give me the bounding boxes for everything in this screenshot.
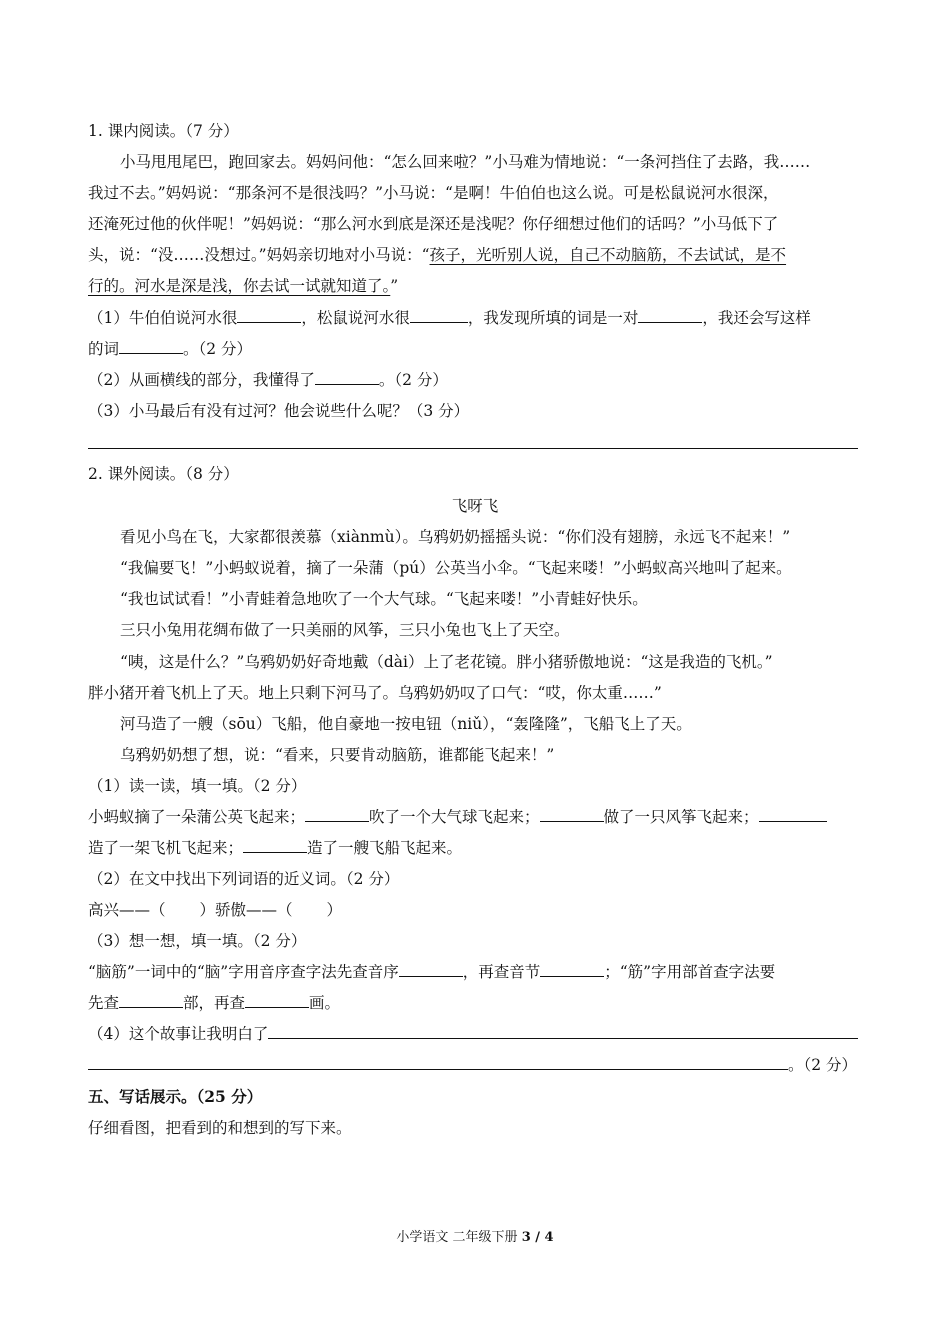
q2-sub4-answer-line-1[interactable] — [268, 1024, 858, 1039]
q2-passage-line-3: “我也试试看！”小青蛙着急地吹了一个大气球。“飞起来喽！”小青蛙好快乐。 — [120, 590, 648, 608]
q2-blank-2[interactable] — [540, 807, 604, 822]
q1-passage-line-1: 小马甩甩尾巴，跑回家去。妈妈问他：“怎么回来啦？”小马难为情地说：“一条河挡住了去路，我…… — [120, 153, 811, 171]
q1-blank-5[interactable] — [315, 370, 379, 385]
q1-sub1-text-d: ，我还会写这样 — [702, 309, 811, 327]
q2-sub3-text-a: “脑筋”一词中的“脑”字用音序查字法先查音序 — [88, 963, 399, 981]
q1-sub2 — [88, 370, 868, 390]
q2-sub1-line-1 — [88, 807, 868, 827]
q1-sub1-text-a: （1）牛伯伯说河水很 — [88, 309, 238, 327]
q2-passage-line-6: 胖小猪开着飞机上了天。地上只剩下河马了。乌鸦奶奶叹了口气：“哎，你太重……” — [88, 684, 662, 702]
q2-sub4-text: （4）这个故事让我明白了 — [88, 1025, 269, 1043]
q2-sub3-text-f: 画。 — [309, 994, 341, 1012]
q2-blank-8[interactable] — [245, 993, 309, 1008]
q2-blank-6[interactable] — [540, 962, 604, 977]
q2-sub4-answer-line-2[interactable] — [88, 1055, 788, 1070]
q1-blank-1[interactable] — [237, 308, 301, 323]
q2-sub1-text-e: 造了一艘飞船飞起来。 — [307, 839, 463, 857]
q2-blank-3[interactable] — [759, 807, 827, 822]
q1-sub1-line-2 — [88, 339, 868, 359]
page-footer — [0, 1226, 950, 1245]
q2-sub2-text-a: 高兴——（ — [88, 901, 166, 919]
q1-blank-2[interactable] — [410, 308, 468, 323]
q1-underlined-sentence-cont: 行的。河水是深是浅，你去试一试就知道了。 — [88, 277, 391, 295]
q2-sub3-text-e: 部，再查 — [183, 994, 246, 1012]
q1-blank-3[interactable] — [638, 308, 702, 323]
q2-sub1-title: （1）读一读，填一填。（2 分） — [88, 777, 307, 795]
q2-sub4-line-1 — [88, 1024, 868, 1044]
q1-sub1-text-e: 的词 — [88, 340, 120, 358]
q2-blank-1[interactable] — [305, 807, 369, 822]
q2-sub2-line — [88, 900, 868, 920]
section5-instruction: 仔细看图，把看到的和想到的写下来。 — [88, 1119, 352, 1137]
q2-story-title: 飞呀飞 — [451, 497, 499, 515]
q2-blank-7[interactable] — [119, 993, 183, 1008]
q2-sub1-text-c: 做了一只风筝飞起来； — [603, 808, 759, 826]
q2-passage-line-8: 乌鸦奶奶想了想，说：“看来，只要肯动脑筋，谁都能飞起来！” — [120, 746, 555, 764]
page-number: 3 / 4 — [521, 1230, 554, 1245]
q1-sub1-line-1 — [88, 308, 868, 328]
q1-title: 1. 课内阅读。（7 分） — [88, 122, 239, 140]
q1-line4-text: 头，说：“没……没想过。”妈妈亲切地对小马说：“ — [88, 246, 430, 264]
q2-sub3-text-c: ；“筋”字用部首查字法要 — [604, 963, 776, 981]
q2-passage-line-2: “我偏要飞！”小蚂蚁说着，摘了一朵蒲（pú）公英当小伞。“飞起来喽！”小蚂蚁高兴地叫了起来。 — [120, 559, 792, 577]
q1-passage-line-4 — [88, 245, 868, 265]
q1-answer-line[interactable] — [88, 448, 858, 449]
section5-title: 五、写话展示。（25 分） — [88, 1087, 263, 1106]
q2-sub1-text-a: 小蚂蚁摘了一朵蒲公英飞起来； — [88, 808, 306, 826]
q1-line5-quote: ” — [390, 277, 399, 295]
q1-sub1-text-f: 。（2 分） — [183, 340, 253, 358]
q2-sub2-text-c: ） — [326, 901, 343, 919]
q2-sub3-line-1 — [88, 962, 868, 982]
q2-passage-line-1: 看见小鸟在飞，大家都很羡慕（xiànmù）。乌鸦奶奶摇摇头说：“你们没有翅膀，永远飞不起来！” — [120, 528, 791, 546]
q2-sub2-text-b: ）骄傲——（ — [199, 901, 293, 919]
q2-blank-4[interactable] — [243, 838, 307, 853]
q2-passage-line-7: 河马造了一艘（sōu）飞船，他自豪地一按电钮（niǔ），“轰隆隆”，飞船飞上了天。 — [120, 715, 692, 733]
q2-passage-line-5: “咦，这是什么？”乌鸦奶奶好奇地戴（dài）上了老花镜。胖小猪骄傲地说：“这是我造的飞机。” — [120, 653, 773, 671]
q2-blank-5[interactable] — [399, 962, 463, 977]
q1-passage-line-3: 还淹死过他的伙伴呢！”妈妈说：“那么河水到底是深还是浅呢？你仔细想过他们的话吗？”小马低下了 — [88, 215, 779, 233]
q2-sub1-text-b: 吹了一个大气球飞起来； — [369, 808, 540, 826]
q2-sub4-score: 。（2 分） — [788, 1056, 858, 1074]
q1-passage-line-5 — [88, 276, 868, 296]
q2-title: 2. 课外阅读。（8 分） — [88, 465, 239, 483]
q2-sub3-text-b: ，再查音节 — [462, 963, 541, 981]
q2-passage-line-4: 三只小兔用花绸布做了一只美丽的风筝，三只小兔也飞上了天空。 — [120, 621, 570, 639]
q1-passage-line-2: 我过不去。”妈妈说：“那条河不是很浅吗？”小马说：“是啊！牛伯伯也这么说。可是松鼠说河水很深， — [88, 184, 779, 202]
q2-sub2-title: （2）在文中找出下列词语的近义词。（2 分） — [88, 870, 400, 888]
q2-sub4-line-2 — [88, 1055, 868, 1075]
q1-sub1-text-b: ，松鼠说河水很 — [301, 309, 410, 327]
q1-sub2-score: 。（2 分） — [378, 371, 448, 389]
q2-sub3-line-2 — [88, 993, 868, 1013]
q1-blank-4[interactable] — [119, 339, 183, 354]
q2-sub1-text-d: 造了一架飞机飞起来； — [88, 839, 244, 857]
q1-sub2-text: （2）从画横线的部分，我懂得了 — [88, 371, 315, 389]
q2-sub3-title: （3）想一想，填一填。（2 分） — [88, 932, 307, 950]
footer-text: 小学语文 二年级下册 — [396, 1230, 522, 1245]
q2-sub1-line-2 — [88, 838, 868, 858]
q1-sub1-text-c: ，我发现所填的词是一对 — [467, 309, 639, 327]
q1-sub3: （3）小马最后有没有过河？他会说些什么呢？（3 分） — [88, 402, 470, 420]
q2-sub3-text-d: 先查 — [88, 994, 120, 1012]
q1-underlined-sentence: 孩子，光听别人说，自己不动脑筋，不去试试，是不 — [429, 246, 787, 264]
